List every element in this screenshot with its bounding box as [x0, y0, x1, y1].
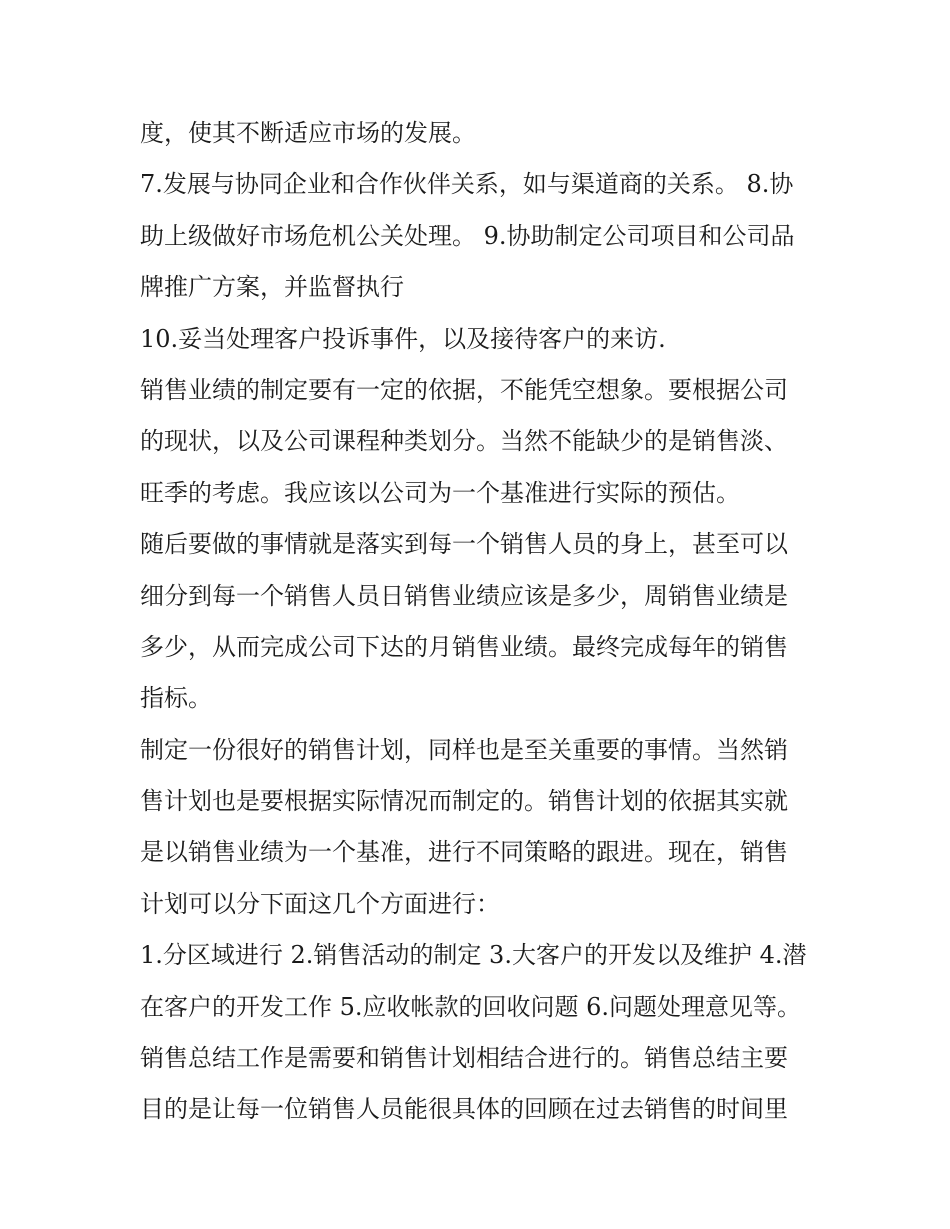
text-line: 销售业绩的制定要有一定的依据，不能凭空想象。要根据公司: [140, 375, 788, 404]
text-line: 多少，从而完成公司下达的月销售业绩。最终完成每年的销售: [140, 632, 788, 661]
text-line: 目的是让每一位销售人员能很具体的回顾在过去销售的时间里: [140, 1095, 788, 1124]
text-line: 是以销售业绩为一个基准，进行不同策略的跟进。现在，销售: [140, 838, 788, 867]
text-line: 在客户的开发工作 5.应收帐款的回收问题 6.问题处理意见等。: [140, 992, 802, 1021]
text-line: 计划可以分下面这几个方面进行：: [140, 889, 500, 918]
text-line: 1.分区域进行 2.销售活动的制定 3.大客户的开发以及维护 4.潜: [140, 941, 807, 970]
text-line: 助上级做好市场危机公关处理。 9.协助制定公司项目和公司品: [140, 221, 795, 250]
text-line: 售计划也是要根据实际情况而制定的。销售计划的依据其实就: [140, 787, 788, 816]
text-line: 随后要做的事情就是落实到每一个销售人员的身上，甚至可以: [140, 530, 788, 559]
text-line: 的现状，以及公司课程种类划分。当然不能缺少的是销售淡、: [140, 427, 788, 456]
text-line: 10.妥当处理客户投诉事件，以及接待客户的来访.: [140, 324, 666, 353]
text-line: 制定一份很好的销售计划，同样也是至关重要的事情。当然销: [140, 735, 788, 764]
text-line: 指标。: [140, 684, 212, 713]
text-line: 细分到每一个销售人员日销售业绩应该是多少，周销售业绩是: [140, 581, 788, 610]
text-line: 旺季的考虑。我应该以公司为一个基准进行实际的预估。: [140, 478, 740, 507]
text-line: 度，使其不断适应市场的发展。: [140, 119, 476, 147]
text-line: 牌推广方案，并监督执行: [140, 273, 404, 302]
text-line: 销售总结工作是需要和销售计划相结合进行的。销售总结主要: [140, 1044, 788, 1073]
body-text: [140, 108, 830, 1136]
text-line: 7.发展与协同企业和合作伙伴关系，如与渠道商的关系。 8.协: [140, 170, 794, 199]
